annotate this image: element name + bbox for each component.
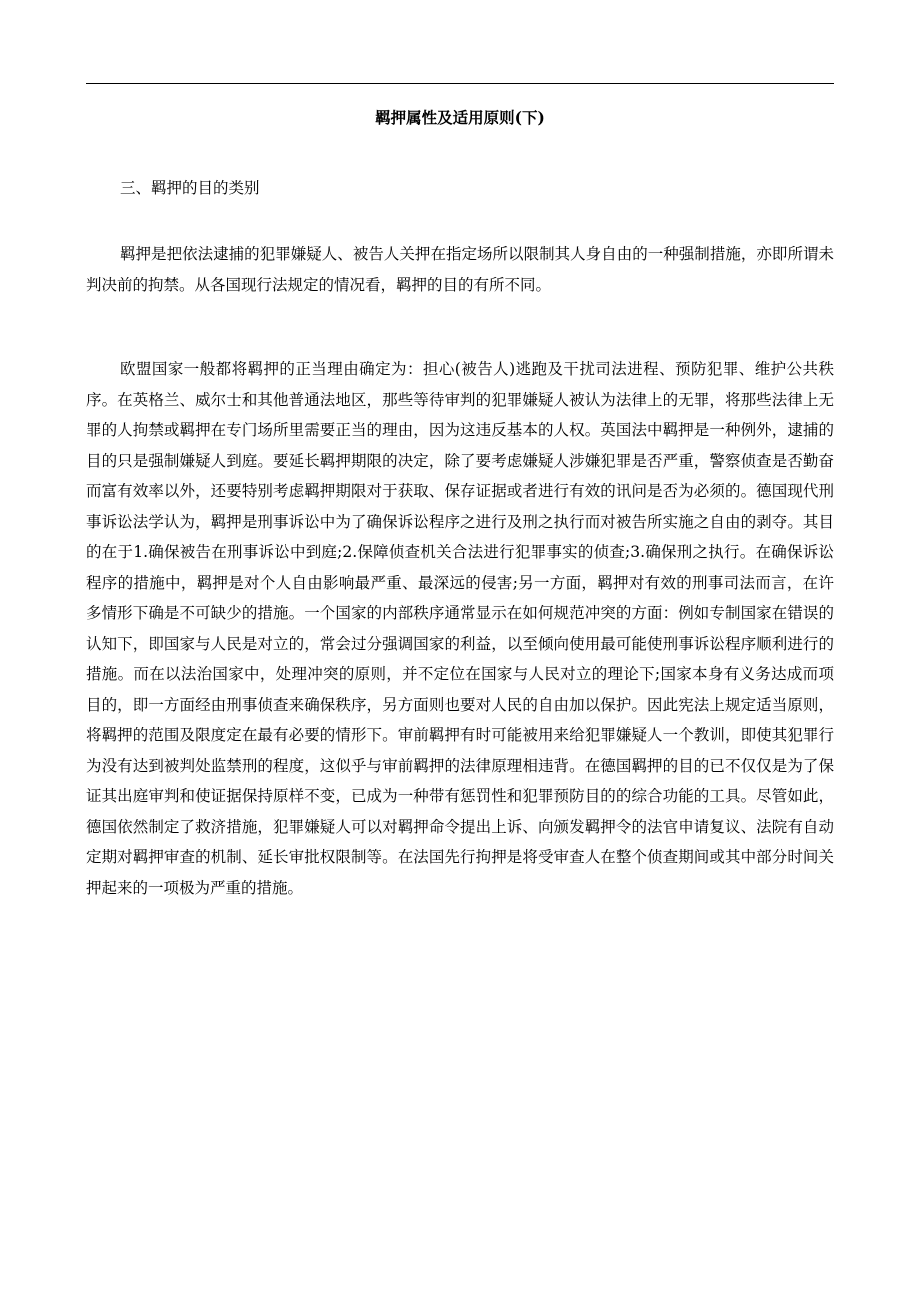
body-paragraph-1: 羁押是把依法逮捕的犯罪嫌疑人、被告人关押在指定场所以限制其人身自由的一种强制措施，亦即所谓未判决前的拘禁。从各国现行法规定的情况看，羁押的目的有所不同。 [86,245,834,294]
section-heading: 三、羁押的目的类别 [120,179,260,197]
header-rule [86,83,834,84]
document-title: 羁押属性及适用原则(下) [375,108,545,127]
body-paragraph-2: 欧盟国家一般都将羁押的正当理由确定为：担心(被告人)逃跑及干扰司法进程、预防犯罪、维护公共秩序。在英格兰、威尔士和其他普通法地区，那些等待审判的犯罪嫌疑人被认为法律上的无罪，将那些法律上无罪的人拘禁或羁押在专门场所里需要正当的理由，因为这违反基本的人权。英国法中羁押是一种例外，逮捕的目的只是强制嫌疑人到庭。要延长羁押期限的决定，除了要考虑嫌疑人涉嫌犯罪是否严重，警察侦查是否勤奋而富有效率以外，还要特别考虑羁押期限对于获取、保存证据或者进行有效的讯问是否为必须的。德国现代刑事诉讼法学认为，羁押是刑事诉讼中为了确保诉讼程序之进行及刑之执行而对被告所实施之自由的剥夺。其目的在于1.确保被告在刑事诉讼中到庭;2.保障侦查机关合法进行犯罪事实的侦查;3.确保刑之执行。在确保诉讼程序的措施中，羁押是对个人自由影响最严重、最深远的侵害;另一方面，羁押对有效的刑事司法而言，在许多情形下确是不可缺少的措施。一个国家的内部秩序通常显示在如何规范冲突的方面：例如专制国家在错误的认知下，即国家与人民是对立的，常会过分强调国家的利益，以至倾向使用最可能使刑事诉讼程序顺利进行的措施。而在以法治国家中，处理冲突的原则，并不定位在国家与人民对立的理论下;国家本身有义务达成而项目的，即一方面经由刑事侦查来确保秩序，另方面则也要对人民的自由加以保护。因此宪法上规定适当原则，将羁押的范围及限度定在最有必要的情形下。审前羁押有时可能被用来给犯罪嫌疑人一个教训，即使其犯罪行为没有达到被判处监禁刑的程度，这似乎与审前羁押的法律原理相违背。在德国羁押的目的已不仅仅是为了保证其出庭审判和使证据保持原样不变，已成为一种带有惩罚性和犯罪预防目的的综合功能的工具。尽管如此，德国依然制定了救济措施，犯罪嫌疑人可以对羁押命令提出上诉、向颁发羁押令的法官申请复议、法院有自动定期对羁押审查的机制、延长审批权限制等。在法国先行拘押是将受审查人在整个侦查期间或其中部分时间关押起来的一项极为严重的措施。 [86,360,834,897]
